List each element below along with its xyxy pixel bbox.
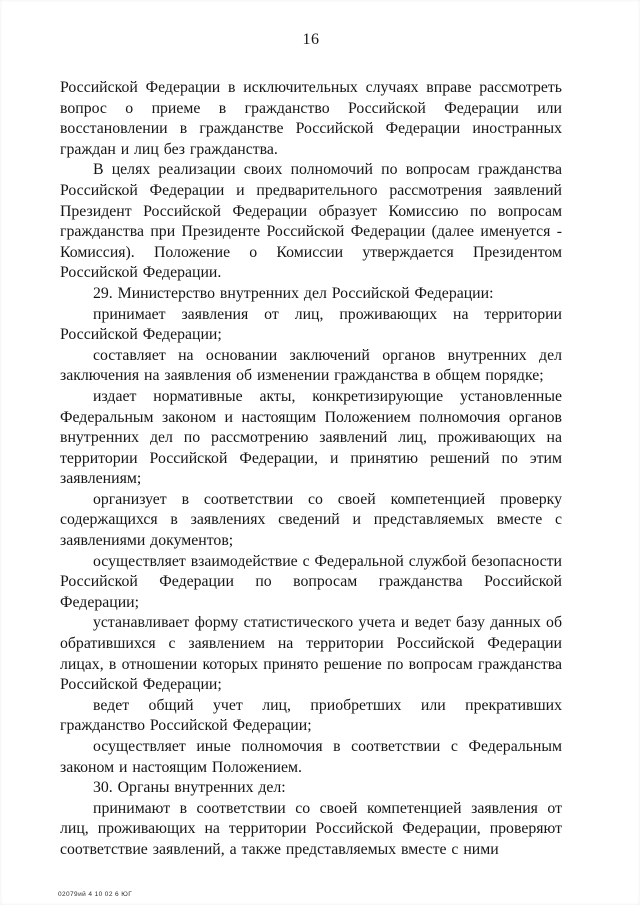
paragraph: принимает заявления от лиц, проживающих на территории Российской Федерации; (60, 305, 562, 344)
document-body (60, 78, 562, 861)
page-number: 16 (302, 31, 320, 48)
paragraph: ведет общий учет лиц, приобретших или прекративших гражданство Российской Федерации; (60, 696, 562, 735)
paragraph: 30. Органы внутренних дел: (93, 779, 286, 797)
paragraph: устанавливает форму статистического учета и ведет базу данных об обратившихся с заявлением на территории Российской Федерации лицах, в отношении которых принято решение по вопросам гражданства Российской Федерации; (60, 614, 562, 694)
paragraph: осуществляет взаимодействие с Федеральной службой безопасности Российской Федерации по вопросам гражданства Российской Федерации; (60, 552, 562, 611)
footer-archival-mark: 02079ий 4 10 02 6 ЮГ (58, 891, 133, 898)
paragraph: Российской Федерации в исключительных случаях вправе рассмотреть вопрос о приеме в гражданство Российской Федерации или восстановлении в гражданстве Российской Федерации иностранных граждан и лиц без гражданства. (60, 79, 562, 158)
paragraph: осуществляет иные полномочия в соответствии с Федеральным законом и настоящим Положением. (60, 738, 562, 776)
paragraph: принимают в соответствии со своей компетенцией заявления от лиц, проживающих на территории Российской Федерации, проверяют соответствие заявлений, а также представляемых вместе с ними (60, 799, 562, 858)
paragraph: составляет на основании заключений органов внутренних дел заключения на заявления об изменении гражданства в общем порядке; (60, 346, 562, 385)
paragraph: издает нормативные акты, конкретизирующие установленные Федеральным законом и настоящим Положением полномочия органов внутренних дел по рассмотрению заявлений лиц, проживающих на территории Российской Федерации, и принятию решений по этим заявлениям; (60, 387, 562, 488)
paragraph: организует в соответствии со своей компетенцией проверку содержащихся в заявлениях сведений и представляемых вместе с заявлениями документов; (60, 490, 562, 550)
paragraph: 29. Министерство внутренних дел Российской Федерации: (93, 284, 494, 302)
paragraph: В целях реализации своих полномочий по вопросам гражданства Российской Федерации и предварительного рассмотрения заявлений Президент Российской Федерации образует Комиссию по вопросам гражданства при Президенте Российской Федерации (далее именуется - Комиссия). Положение о Комиссии утверждается Президентом Российской Федерации. (60, 161, 562, 282)
